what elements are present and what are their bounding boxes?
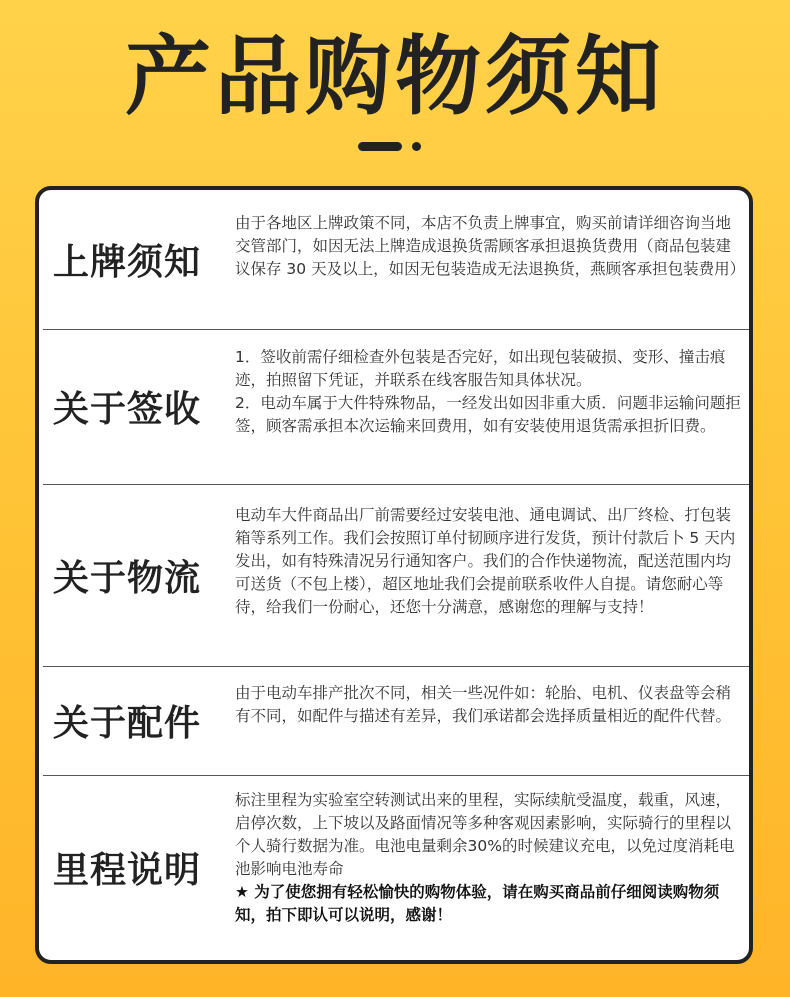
section-paragraph: 1．签收前需仔细检查外包装是否完好，如出现包装破损、变形、撞击痕迹，拍照留下凭证，并联系在线客服告知具体状况。 <box>235 348 726 389</box>
title-decoration <box>358 142 428 152</box>
section-body <box>235 682 741 728</box>
section-signing <box>43 329 749 485</box>
section-body <box>235 212 746 281</box>
section-parts <box>43 666 749 776</box>
section-logistics <box>43 484 749 667</box>
section-paragraph: 电动车大件商品出厂前需要经过安装电池、通电调试、出厂终检、打包装箱等系列工作。我们会按照订单付韧顾序进行发货，预计付款后卜 5 天内发出，如有特殊清况另行通知客户。我们的合作快递物流，配送范围内均可送货（不包上楼），超区地址我们会提前联系收件人自提。请您耐心等待，给我们一份耐心，还您十分满意，感谢您的理解与支持！ <box>235 506 736 616</box>
title-dash <box>358 142 402 151</box>
section-heading: 关于签收 <box>53 389 202 430</box>
title-dot <box>412 142 421 151</box>
section-body <box>235 789 741 927</box>
section-paragraph: 由于各地区上牌政策不同，本店不负责上牌事宜，购买前请详细咨询当地交管部门，如因无法上牌造成退换货需顾客承担退换货费用（商品包装建议保存 30 天及以上，如因无包装造成无法退换货，燕顾客承担包装费用） <box>235 214 746 278</box>
section-paragraph: 由于电动车排产批次不同，相关一些况件如：轮胎、电机、仪表盘等会稍有不同，如配件与描述有差异，我们承诺都会选择质量相近的配件代替。 <box>235 684 732 725</box>
section-mileage <box>43 775 749 960</box>
section-paragraph: 2．电动车属于大件特殊物品，一经发出如因非重大质．问题非运输问题拒签，顾客需承担本次运输来回费用，如有安装使用退货需承担折旧费。 <box>235 394 741 435</box>
section-heading: 关于配件 <box>53 703 202 744</box>
section-license <box>43 190 749 330</box>
section-paragraph: 标注里程为实验室空转测试出来的里程，实际续航受温度，载重，风速，启停次数，上下坡以及路面情况等多种客观因素影响，实际骑行的里程以个人骑行数据为准。电池电量剩余30%的时候建议充电，以免过度消耗电池影响电池寿命 <box>235 791 735 878</box>
section-heading: 关于物流 <box>53 557 202 599</box>
section-heading: 里程说明 <box>53 850 202 891</box>
page-title: 产品购物须知 <box>125 27 665 127</box>
section-body <box>235 346 741 438</box>
section-heading: 上牌须知 <box>53 242 202 283</box>
notice-card <box>35 186 753 964</box>
section-body <box>235 504 741 619</box>
section-notice: ★ 为了使您拥有轻松愉快的购物体验，请在购买商品前仔细阅读购物须知，拍下即认可以说明，感谢！ <box>235 883 720 924</box>
